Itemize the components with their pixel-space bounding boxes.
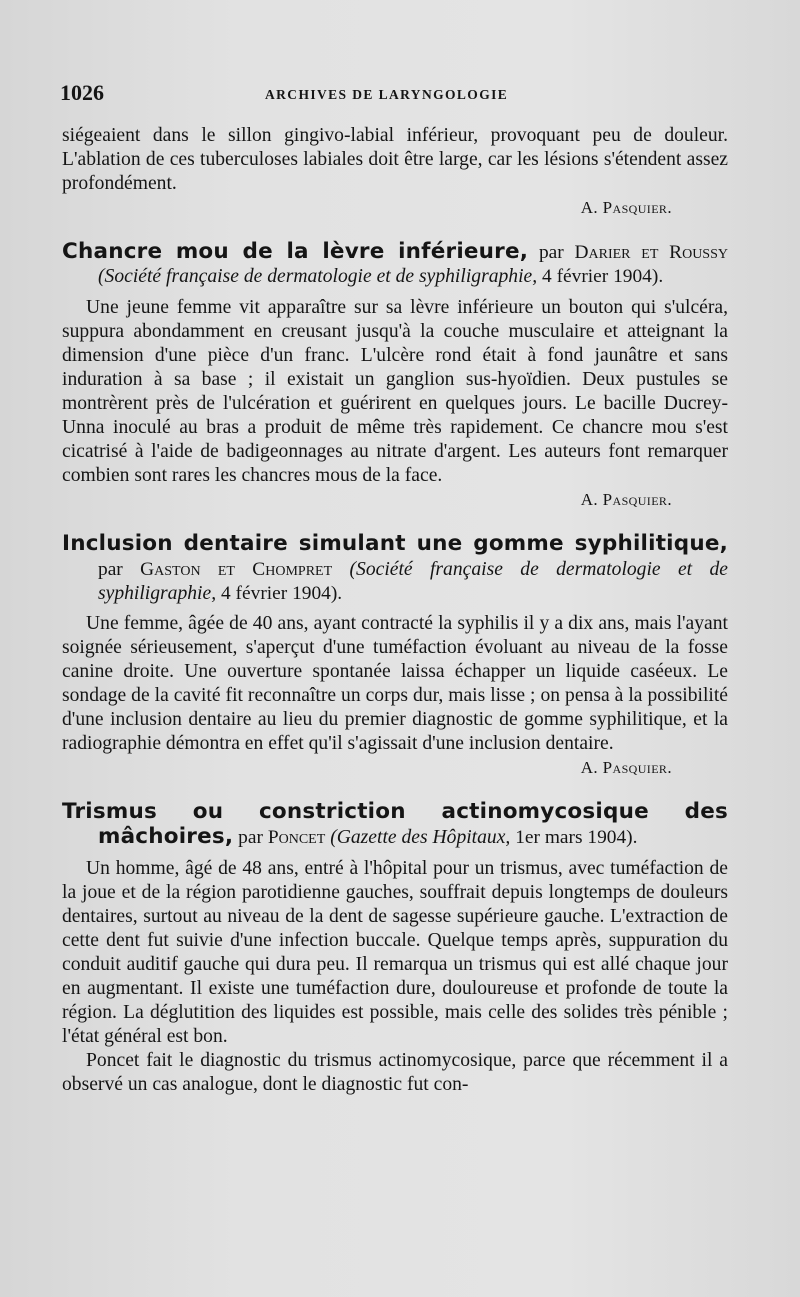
article-source: (Société française de dermatologie et de syphiligraphie, (98, 558, 728, 604)
article-date: 4 février 1904). (542, 266, 664, 288)
article-title: Trismus ou constriction actinomycosique des mâchoires, (62, 799, 728, 850)
article-signature: A. Pasquier. (580, 490, 672, 510)
intro-signature: A. Pasquier. (580, 198, 672, 218)
page-number: 1026 (60, 80, 104, 105)
running-head: ARCHIVES DE LARYNGOLOGIE (265, 87, 509, 102)
article-by: par (238, 827, 263, 849)
article-body: Un homme, âgé de 48 ans, entré à l'hôpital pour un trismus, avec tuméfaction de la joue et de la région parotidienne gauches, souffrait depuis longtemps de douleurs dentaires, surtout au niveau de la dent de sagesse supérieure gauche. L'extraction de cette dent fut suivie d'une infection buccale. Quelque temps après, suppuration du conduit auditif gauche qui dura peu. Il remarqua un trismus qui est allé chaque jour en augmentant. Il existe une tuméfaction dure, douloureuse et profonde de toute la région. La déglutition des liquides est possible, mais celle des solides très pénible ; l'état général est bon. (62, 857, 728, 1048)
article-body: Une femme, âgée de 40 ans, ayant contracté la syphilis il y a dix ans, mais l'ayant soignée sérieusement, s'aperçut d'une tuméfaction évoluant au niveau de la fosse canine droite. Une ouverture spontanée laissa échapper un liquide caséeux. Le sondage de la cavité fit reconnaître un corps dur, mais lisse ; on pensa à la possibilité d'une inclusion dentaire au lieu du premier diagnostic de gomme syphilitique, et la radiographie démontra en effet qu'il s'agissait d'une inclusion dentaire. (62, 612, 728, 755)
article-date: 4 février 1904). (221, 582, 343, 604)
article-authors: Gaston et Chompret (140, 558, 333, 580)
article-date: 1er mars 1904). (515, 827, 638, 849)
article-chancre-mou (62, 240, 728, 512)
article-body: Une jeune femme vit apparaître sur sa lèvre inférieure un bouton qui s'ulcéra, suppura abondamment en creusant jusqu'à la couche musculaire et atteignant la dimension d'une pièce d'un franc. L'ulcère rond était à fond jaunâtre et sans induration à sa base ; il existait un ganglion sus-hyoïdien. Deux pustules se montrèrent près de l'ulcération et guérirent en quelques jours. Le bacille Ducrey-Unna inoculé au bras a produit de même très rapidement. Ce chancre mou s'est cicatrisé à l'aide de badigeonnages au nitrate d'argent. Les auteurs font remarquer combien sont rares les chancres mous de la face. (62, 296, 728, 487)
article-by: par (98, 558, 123, 580)
article-title-block (62, 532, 728, 605)
page-header (60, 80, 730, 110)
article-inclusion-dentaire (62, 532, 728, 780)
intro-paragraph: siégeaient dans le sillon gingivo-labial inférieur, provoquant peu de douleur. L'ablation de ces tuberculoses labiales doit être large, car les lésions s'étendent assez profondément. (62, 125, 728, 195)
article-authors: Darier et Roussy (574, 242, 728, 264)
article-title-block (62, 800, 728, 850)
article-title: Inclusion dentaire simulant une gomme syphilitique, (62, 531, 728, 557)
article-by: par (538, 242, 564, 264)
page-content (62, 124, 728, 1097)
article-title: Chancre mou de la lèvre inférieure, (62, 239, 529, 265)
article-signature: A. Pasquier. (580, 758, 672, 778)
article-source: (Société française de dermatologie et de syphiligraphie, (98, 266, 538, 288)
article-body-continued: Poncet fait le diagnostic du trismus actinomycosique, parce que récemment il a observé un cas analogue, dont le diagnostic fut con- (62, 1050, 728, 1096)
article-authors: Poncet (267, 827, 326, 849)
article-trismus (62, 800, 728, 1097)
article-title-block (62, 240, 728, 289)
article-source: (Gazette des Hôpitaux, (330, 827, 511, 849)
